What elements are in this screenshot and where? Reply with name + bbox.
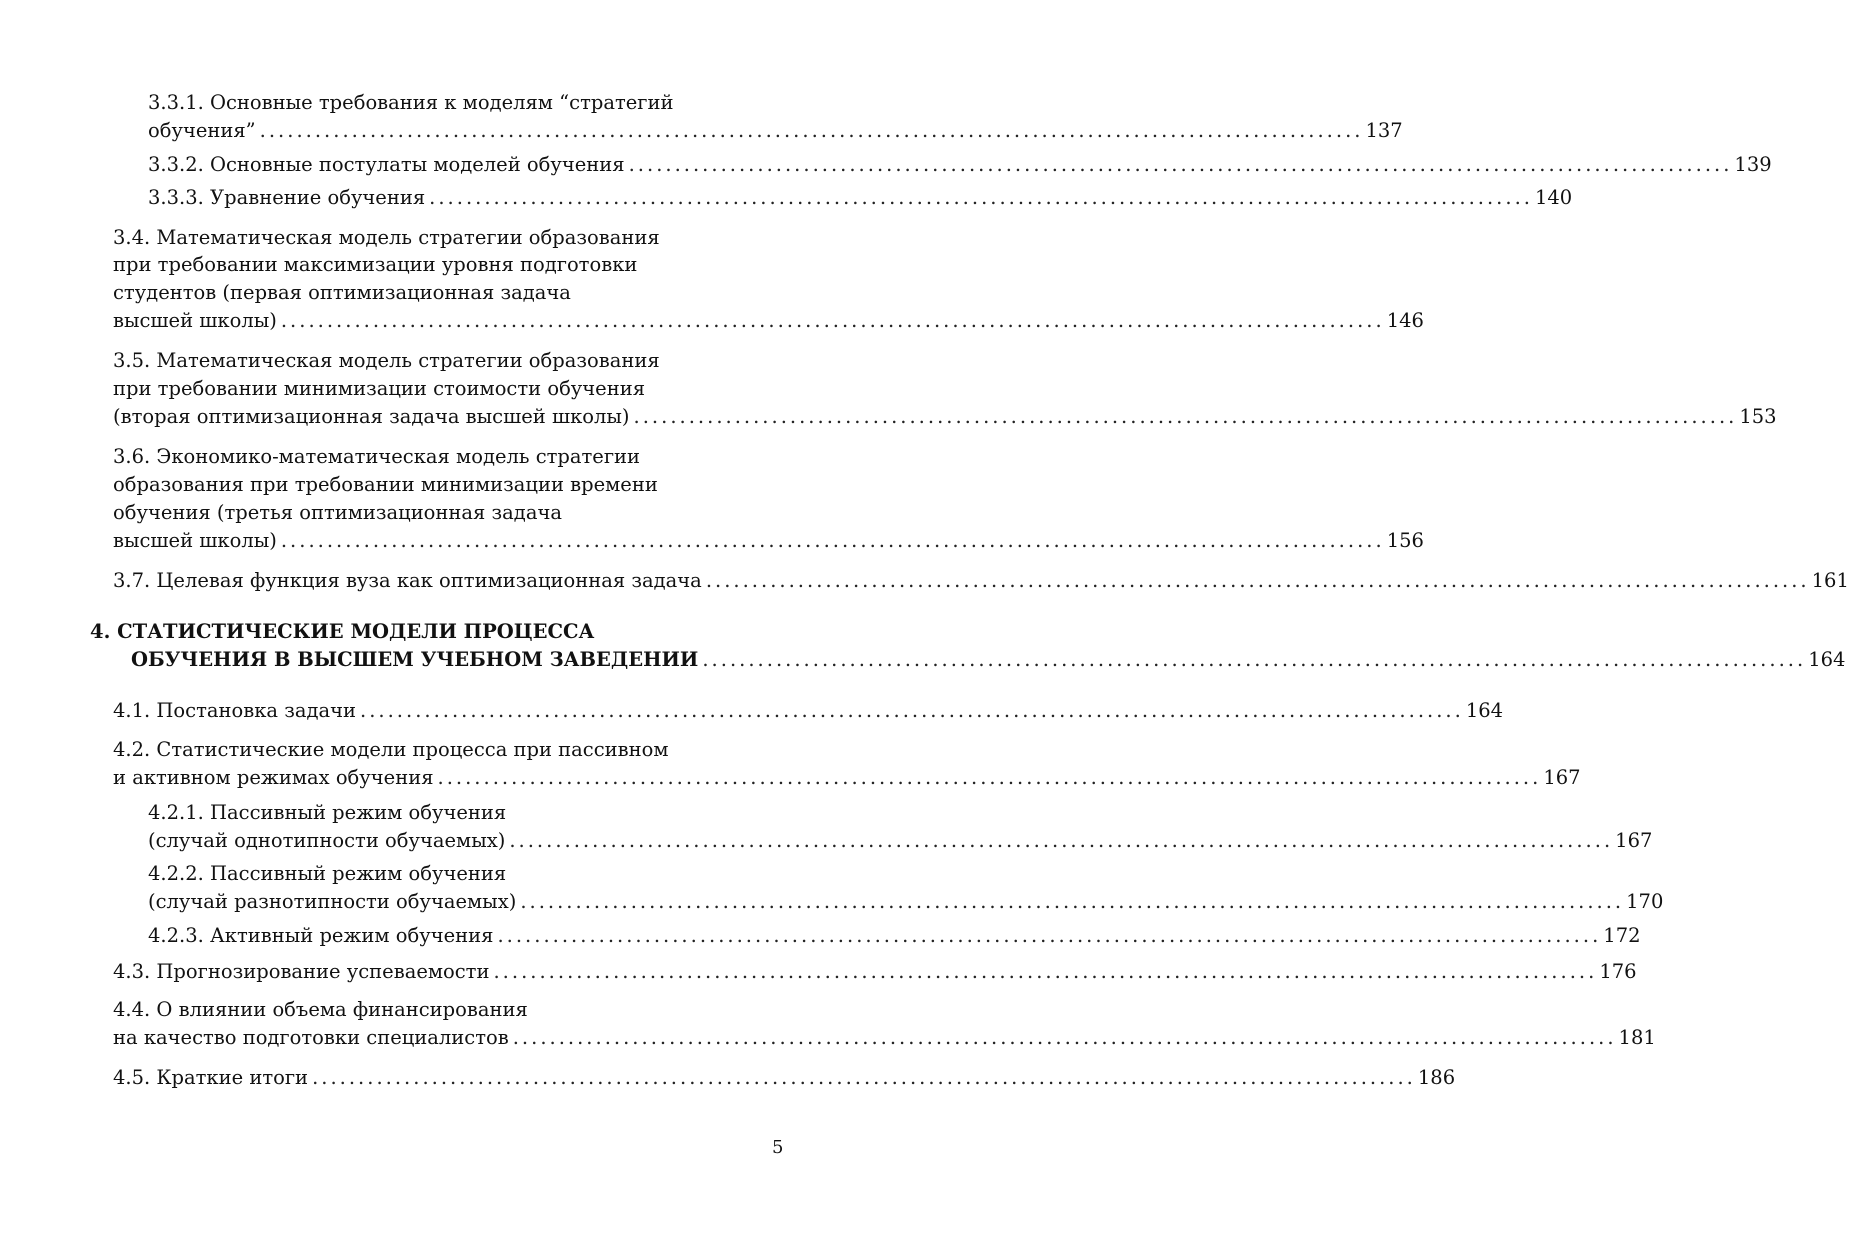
toc-page-number: 156 [1386,529,1424,552]
toc-entry-3-7[interactable] [113,569,1849,593]
toc-entry-4-2-line1: 4.2. Статистические модели процесса при пассивном [113,738,669,761]
leader-dots: ........................................................................................................................ [280,529,1385,552]
toc-entry-3-4[interactable] [113,309,1424,333]
toc-entry-4-2-1[interactable] [148,829,1653,853]
toc-entry-title: ОБУЧЕНИЯ В ВЫСШЕМ УЧЕБНОМ ЗАВЕДЕНИИ [131,648,699,671]
toc-entry-3-3-3[interactable] [148,186,1573,210]
toc-entry-3-3-1[interactable] [148,119,1403,143]
toc-entry-title: на качество подготовки специалистов [113,1026,509,1049]
leader-dots: ........................................................................................................................ [705,569,1810,592]
toc-entry-3-6[interactable] [113,529,1424,553]
leader-dots: ........................................................................................................................ [360,699,1464,722]
toc-entry-title: обучения” [148,119,256,142]
leader-dots: ........................................................................................................................ [520,890,1625,913]
toc-entry-title: 3.3.2. Основные постулаты моделей обучения [148,153,625,176]
leader-dots: ........................................................................................................................ [702,648,1807,671]
toc-entry-title: 3.7. Целевая функция вуза как оптимизационная задача [113,569,702,592]
leader-dots: ........................................................................................................................ [437,766,1542,789]
page-number: 5 [772,1137,784,1158]
toc-page-number: 167 [1543,766,1581,789]
toc-entry-title: высшей школы) [113,529,277,552]
leader-dots: ........................................................................................................................ [628,153,1733,176]
toc-entry-3-4-line3: студентов (первая оптимизационная задача [113,281,571,304]
toc-page-number: 186 [1417,1066,1456,1089]
leader-dots: ........................................................................................................................ [280,309,1385,332]
leader-dots: ........................................................................................................................ [493,960,1598,983]
toc-page-number: 161 [1811,569,1849,592]
leader-dots: ........................................................................................................................ [497,924,1602,947]
toc-entry-3-4-line2: при требовании максимизации уровня подготовки [113,253,638,276]
toc-entry-4-2[interactable] [113,766,1581,790]
leader-dots: ........................................................................................................................ [259,119,1364,142]
toc-entry-title: (случай разнотипности обучаемых) [148,890,517,913]
toc-entry-4-2-2-line1: 4.2.2. Пассивный режим обучения [148,862,507,885]
toc-entry-4-3[interactable] [113,960,1637,984]
toc-entry-3-5[interactable] [113,405,1777,429]
toc-entry-3-4-line1: 3.4. Математическая модель стратегии образования [113,226,660,249]
toc-entry-3-6-line3: обучения (третья оптимизационная задача [113,501,562,524]
toc-entry-3-6-line2: образования при требовании минимизации времени [113,473,658,496]
toc-page-number: 164 [1808,648,1846,671]
toc-entry-4-5[interactable] [113,1066,1456,1090]
toc-entry-title: 3.3.3. Уравнение обучения [148,186,426,209]
toc-entry-title: 4.5. Краткие итоги [113,1066,309,1089]
toc-page-number: 153 [1739,405,1777,428]
leader-dots: ........................................................................................................................ [633,405,1738,428]
leader-dots: ........................................................................................................................ [512,1026,1617,1049]
toc-entry-4-4-line1: 4.4. О влиянии объема финансирования [113,998,528,1021]
toc-entry-4-2-2[interactable] [148,890,1664,914]
leader-dots: ........................................................................................................................ [429,186,1533,209]
toc-entry-4-2-1-line1: 4.2.1. Пассивный режим обучения [148,801,507,824]
toc-entry-3-3-1-line1: 3.3.1. Основные требования к моделям “стратегий [148,91,674,114]
toc-entry-3-6-line1: 3.6. Экономико-математическая модель стратегии [113,445,641,468]
toc-entry-title: (случай однотипности обучаемых) [148,829,506,852]
toc-page-number: 176 [1599,960,1637,983]
toc-entry-title: 4.1. Постановка задачи [113,699,356,722]
toc-page-number: 172 [1603,924,1641,947]
toc-page-number: 140 [1534,186,1573,209]
toc-page-number: 146 [1386,309,1424,332]
toc-entry-title: и активном режимах обучения [113,766,434,789]
toc-entry-3-3-2[interactable] [148,153,1772,177]
toc-entry-title: высшей школы) [113,309,277,332]
toc-page-number: 167 [1615,829,1653,852]
toc-page-number: 170 [1626,890,1664,913]
toc-entry-4-4[interactable] [113,1026,1656,1050]
leader-dots: ........................................................................................................................ [312,1066,1416,1089]
toc-page-number: 137 [1365,119,1403,142]
toc-chapter-4[interactable] [131,648,1846,672]
toc-entry-title: 4.3. Прогнозирование успеваемости [113,960,490,983]
leader-dots: ........................................................................................................................ [509,829,1614,852]
toc-entry-3-5-line1: 3.5. Математическая модель стратегии образования [113,349,660,372]
toc-entry-3-5-line2: при требовании минимизации стоимости обучения [113,377,646,400]
toc-entry-4-2-3[interactable] [148,924,1641,948]
toc-entry-title: (вторая оптимизационная задача высшей школы) [113,405,630,428]
toc-page-number: 139 [1734,153,1772,176]
toc-chapter-4-line1: 4. СТАТИСТИЧЕСКИЕ МОДЕЛИ ПРОЦЕССА [90,620,595,643]
toc-page-number: 181 [1618,1026,1656,1049]
toc-page-number: 164 [1465,699,1504,722]
toc-entry-title: 4.2.3. Активный режим обучения [148,924,494,947]
toc-entry-4-1[interactable] [113,699,1504,723]
